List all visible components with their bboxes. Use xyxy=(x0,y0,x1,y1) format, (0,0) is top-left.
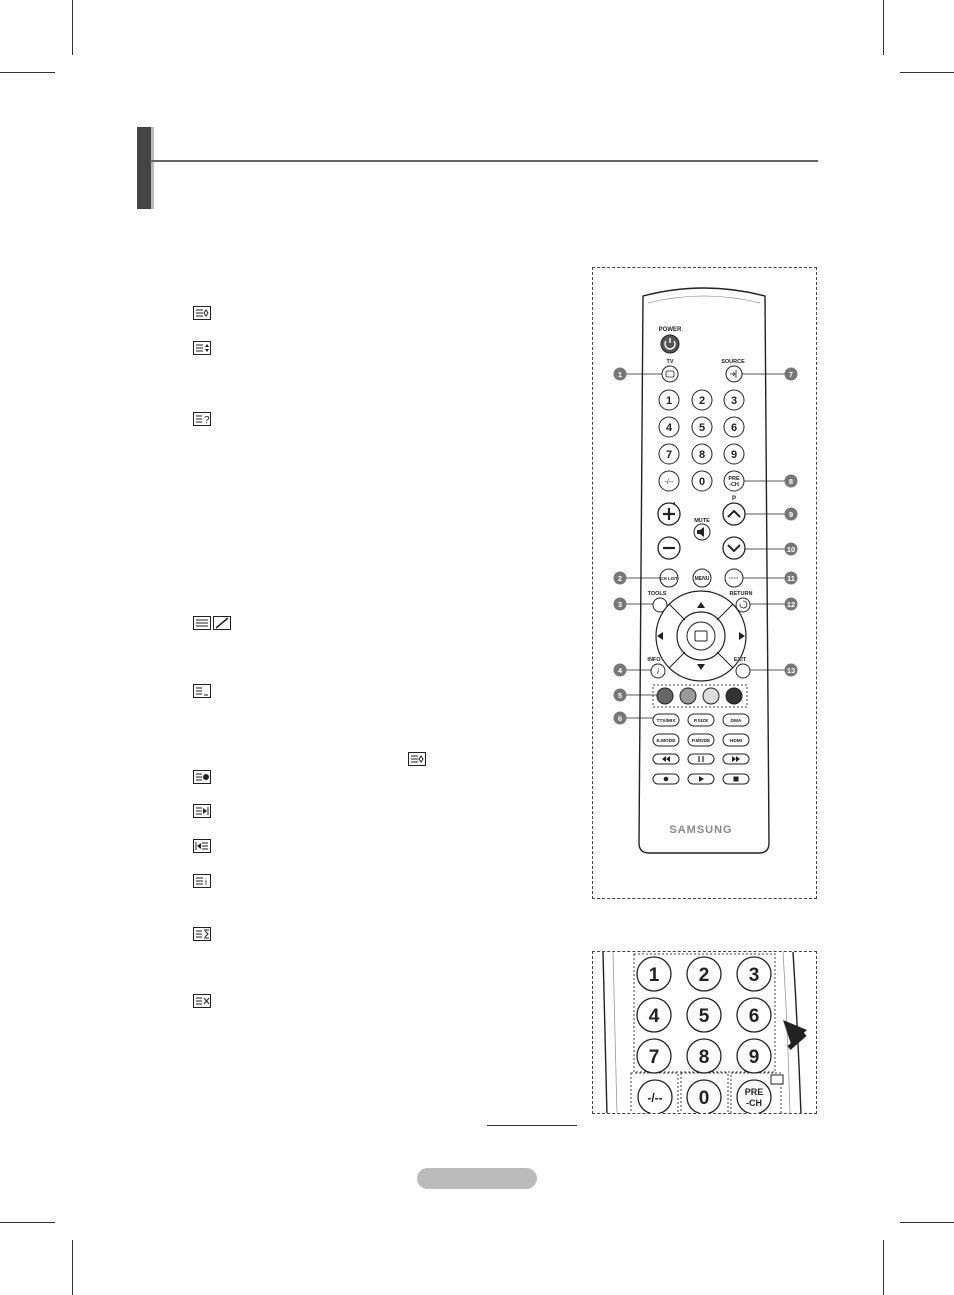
callout-number: 3 xyxy=(617,600,623,609)
record-icon xyxy=(664,777,669,782)
header-bar xyxy=(137,127,154,209)
teletext-reveal-icon xyxy=(193,412,211,426)
digit-label: 7 xyxy=(665,449,673,461)
digit-label: 1 xyxy=(665,395,673,407)
mute-label: MUTE xyxy=(694,518,710,524)
zoom-dash-label: -/-- xyxy=(647,1091,663,1105)
teletext-hold-icon xyxy=(193,927,211,941)
teletext-index-icon xyxy=(193,874,211,888)
pause-button[interactable] xyxy=(688,754,714,764)
func-button-label: HDMI xyxy=(729,739,743,744)
brand-logo: SAMSUNG xyxy=(669,824,733,836)
crop-mark xyxy=(72,1240,73,1295)
channel-up-button[interactable] xyxy=(723,503,745,525)
teletext-display-icon xyxy=(193,306,211,320)
crop-mark xyxy=(0,1222,55,1223)
teletext-page-down-icon xyxy=(193,839,211,853)
zoom-digit-label: 4 xyxy=(648,1006,660,1027)
zoom-digit-label: 6 xyxy=(748,1006,760,1027)
teletext-size-icon xyxy=(193,341,211,355)
return-label: RETURN xyxy=(729,591,753,597)
callout-number: 5 xyxy=(617,691,623,700)
crop-mark xyxy=(883,1240,884,1295)
tv-label: TV xyxy=(666,359,674,365)
ch-list-label: CH LIST xyxy=(660,576,678,581)
remote-illustration-box xyxy=(592,267,817,899)
zoom-digit-label: 7 xyxy=(648,1047,660,1068)
teletext-subpage-icon xyxy=(193,684,211,698)
callout-number: 13 xyxy=(786,666,796,675)
digit-label: 5 xyxy=(698,422,706,434)
digit-label: 8 xyxy=(698,449,706,461)
power-button[interactable] xyxy=(661,335,679,353)
zoom-digit-label: 2 xyxy=(698,965,710,986)
digit-label: 9 xyxy=(730,449,738,461)
crop-mark xyxy=(883,0,884,55)
stop-icon xyxy=(734,777,739,782)
svg-text:?: ? xyxy=(204,415,210,426)
tv-button[interactable] xyxy=(662,366,678,382)
callout-number: 1 xyxy=(617,370,623,379)
zoom-prech-bottom-label: -CH xyxy=(746,1098,762,1108)
digit-0-label: 0 xyxy=(698,476,706,488)
number-pad xyxy=(659,390,744,464)
keypad-zoom xyxy=(593,952,817,1114)
info-icon: i xyxy=(657,667,659,676)
teletext-display-inline-icon xyxy=(408,752,426,766)
callout-number: 7 xyxy=(788,370,794,379)
callout-number: 2 xyxy=(617,574,623,583)
func-button-label: DMA xyxy=(730,719,742,724)
callout-number: 9 xyxy=(788,510,794,519)
p-label: P xyxy=(731,496,737,502)
teletext-mix-icon xyxy=(193,616,231,630)
callout-number: 10 xyxy=(786,545,796,554)
crop-mark xyxy=(900,1222,954,1223)
func-button-label: TTX/MIX xyxy=(656,719,676,724)
zoom-digit-label: 5 xyxy=(698,1006,710,1027)
blue-button[interactable] xyxy=(726,688,742,704)
zoom-prech-top-label: PRE xyxy=(744,1087,764,1097)
info-label: INFO xyxy=(647,657,661,663)
teletext-page-up-icon xyxy=(193,804,211,818)
zoom-digit-label: 8 xyxy=(698,1047,710,1068)
zoom-digit-0-label: 0 xyxy=(698,1088,710,1109)
crop-mark xyxy=(72,0,73,55)
callout-number: 12 xyxy=(786,600,796,609)
remote-control xyxy=(593,268,818,900)
source-label: SOURCE xyxy=(721,359,745,365)
header-rule xyxy=(150,160,818,162)
enter-button[interactable] xyxy=(687,622,715,650)
prech-bottom-label: -CH xyxy=(729,482,739,488)
zoom-digit-label: 3 xyxy=(748,965,760,986)
callout-number: 4 xyxy=(617,666,623,675)
text-underline xyxy=(487,1125,577,1126)
exit-label: EXIT xyxy=(733,657,747,663)
prech-top-label: PRE xyxy=(728,476,740,482)
channel-down-button[interactable] xyxy=(723,537,745,559)
func-button-label: P.MODE xyxy=(691,739,711,744)
tools-label: TOOLS xyxy=(647,591,667,597)
exit-button[interactable] xyxy=(736,664,750,678)
red-button[interactable] xyxy=(657,688,673,704)
callout-number: 8 xyxy=(788,477,794,486)
yellow-button[interactable] xyxy=(703,688,719,704)
teletext-store-icon xyxy=(193,770,211,784)
teletext-store-icon xyxy=(771,1075,783,1084)
func-button-label: E.MODE xyxy=(656,739,676,744)
digit-label: 4 xyxy=(665,422,673,434)
callout-number: 6 xyxy=(617,714,623,723)
svg-text:i: i xyxy=(205,877,207,887)
zoom-digit-label: 1 xyxy=(648,965,660,986)
callout-number: 11 xyxy=(787,574,795,583)
digit-label: 2 xyxy=(698,395,706,407)
green-button[interactable] xyxy=(680,688,696,704)
power-label: POWER xyxy=(658,327,682,333)
teletext-cancel-icon xyxy=(193,994,211,1008)
keypad-zoom-box xyxy=(592,951,817,1114)
func-button-label: P.SIZE xyxy=(693,719,709,724)
zoom-prech-button[interactable] xyxy=(737,1080,771,1114)
digit-label: 6 xyxy=(730,422,738,434)
digit-label: 3 xyxy=(730,395,738,407)
dash-label: -/-- xyxy=(664,479,674,486)
page-number-pill xyxy=(417,1168,537,1189)
menu-label: MENU xyxy=(694,576,710,582)
crop-mark xyxy=(900,72,954,73)
crop-mark xyxy=(0,72,55,73)
zoom-digit-label: 9 xyxy=(748,1047,760,1068)
